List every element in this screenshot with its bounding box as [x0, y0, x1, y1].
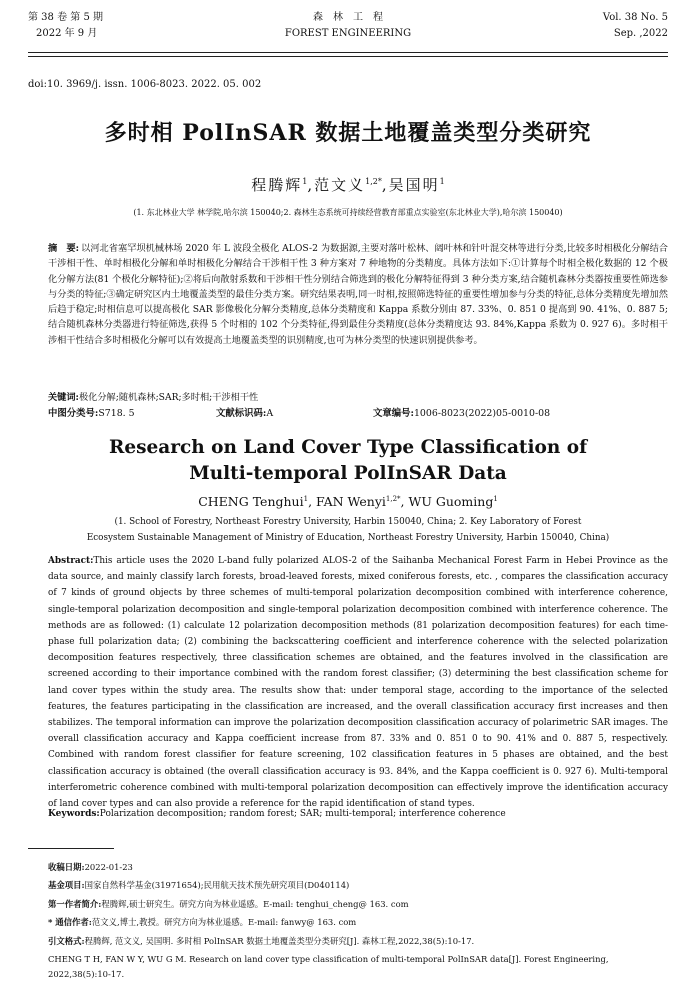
doc-code	[216, 405, 273, 419]
author-en-2-affil: 1,2*	[385, 494, 401, 503]
volume-en: Vol. 38 No. 5	[602, 12, 668, 23]
author-en-2: FAN Wenyi	[316, 494, 386, 509]
keywords-en	[48, 809, 506, 819]
affiliation-cn: (1. 东北林业大学 林学院,哈尔滨 150040;2. 森林生态系统可持续经营教育部重点实验室(东北林业大学),哈尔滨 150040)	[133, 208, 563, 217]
abstract-cn	[28, 241, 668, 348]
authors-en: CHENG Tenghui$^1$, FAN Wenyi$^{1,2*}$, WU Guoming$^1$	[198, 494, 498, 509]
received-date	[28, 858, 668, 876]
affiliation-en	[40, 514, 656, 546]
date-en: Sep. ,2022	[613, 28, 668, 39]
header-right	[603, 10, 668, 42]
citation-cn	[28, 932, 668, 950]
author-cn-3-affil: 1	[439, 177, 445, 186]
citation-en: CHENG T H, FAN W Y, WU G M. Research on land cover type classification of multi-temporal PolInSAR data[J]. Forest Engineering, 2022,38(5):10-17.	[48, 954, 609, 980]
author-cn-2: 范文义	[314, 176, 366, 194]
article-number-label: 文章编号:	[373, 408, 414, 419]
volume-cn: 第 38 卷 第 5 期	[28, 12, 103, 23]
fund-info	[28, 876, 668, 894]
clc-label: 中图分类号:	[48, 408, 99, 419]
title-en-line1: Research on Land Cover Type Classification of	[108, 437, 588, 458]
doi[interactable]: doi:10. 3969/j. issn. 1006-8023. 2022. 05. 002	[28, 79, 262, 90]
article-number-value: 1006-8023(2022)05-0010-08	[413, 408, 551, 419]
corresponding-label: * 通信作者:	[48, 917, 92, 928]
date-cn: 2022 年 9 月	[36, 28, 98, 39]
keywords-cn-label: 关键词:	[48, 392, 79, 403]
author-en-1-affil: 1	[303, 494, 309, 503]
author-cn-3: 吴国明	[388, 176, 440, 194]
affiliation-en-line2: Ecosystem Sustainable Management of Ministry of Education, Northeast Forestry University, Harbin 150040, China)	[86, 533, 610, 543]
corresponding-value: 范文义,博士,教授。研究方向为林业遥感。E-mail: fanwy@ 163. com	[91, 917, 357, 928]
journal-name-en: FOREST ENGINEERING	[284, 28, 412, 39]
keywords-en-label: Keywords:	[48, 809, 100, 819]
abstract-cn-label: 摘 要:	[48, 243, 80, 254]
citation-cn-value: 程腾辉, 范文义, 吴国明. 多时相 PolInSAR 数据土地覆盖类型分类研究[J]. 森林工程,2022,38(5):10-17.	[84, 935, 475, 946]
clc-number	[48, 405, 135, 419]
abstract-cn-text: 以河北省塞罕坝机械林场 2020 年 L 波段全极化 ALOS-2 为数据源,主要对落叶松林、阔叶林和针叶混交林等进行分类,比较多时相极化分解结合干涉相干性、单时相极化分解和单时相极化分解结合干涉相干性 3 种方案对 7 种地物的分类精度。具体方法如下:①计算每个时相全极化数据的 12 个极化分解方法(81 个极化分解特征);②将后向散射系数和干涉相干性分别结合筛选到的极化分解特征得到 3 种分类方案,结合随机森林分类器按重要性筛选参与分类的特征;③确定研究区内土地覆盖类型的最佳分类方案。研究结果表明,同一时相,按照筛选特征的重要性增加参与分类的特征,总体分类精度先增加然后趋于稳定;时相信息可以提高极化 SAR 影像极化分解分类精度,总体分类精度和 Kappa 系数分别由 87. 33%、0. 851 0 提高到 90. 41%、0. 887 5;结合随机森林分类器进行特征筛选,获得 5 个时相的 102 个分类特征,得到最佳分类精度(总体分类精度达 93. 84%,Kappa 系数为 0. 927 6)。多时相干涉相干性结合多时相极化分解可以有效提高土地覆盖类型的识别精度,也可为林分类型的快速识别提供参考。	[48, 243, 668, 346]
abstract-en-text: This article uses the 2020 L-band fully polarized ALOS-2 of the Saihanba Mechanical Forest Farm in Hebei Province as the data source, and mainly classify larch forests, broad-leaved forests, mixed coniferous forests, etc. , compares the classification accuracy of 7 kinds of ground objects by three schemes of multi-temporal polarization decomposition combined with interference coherence, single-temporal polarization decomposition and single-temporal polarization decomposition combined with interference coherence. The methods are as followed: (1) calculate 12 polarization decomposition methods (81 polarization decomposition features) for each time-phase full polarization data; (2) combining the backscattering coefficient and interference coherence with the selected polarization decomposition features respectively, three classification schemes are obtained, and the features involved in the classification are screened according to their importance combined with the random forest classifier; (3) determining the best classification scheme for land cover types within the study area. The results show that: under temporal stage, according to the importance of the selected features, the features participating in the classification are increased, and the overall classification accuracy first increases and then stabilizes. The temporal information can improve the polarization decomposition classification accuracy of polarimetric SAR images. The overall classification accuracy and Kappa coefficient increase from 87. 33% and 0. 851 0 to 90. 41% and 0. 887 5, respectively. Combined with random forest classifier for feature screening, 102 classification features in 5 phases are obtained, and the best classification accuracy is obtained (the overall classification accuracy is 93. 84%, and the Kappa coefficient is 0. 927 6). Multi-temporal interferometric coherence combined with multi-temporal polarization decomposition can effectively improve the identification accuracy of land cover types and can also provide a reference for the rapid identification of stand types.	[48, 556, 668, 810]
keywords-cn-text: 极化分解;随机森林;SAR;多时相;干涉相干性	[78, 392, 259, 403]
author-cn-1-affil: 1	[302, 177, 308, 186]
author-en-3-affil: 1	[493, 494, 498, 503]
title-en	[0, 435, 696, 487]
doc-code-label: 文献标识码:	[216, 408, 267, 419]
running-header	[28, 10, 668, 56]
first-author-label: 第一作者简介:	[48, 898, 102, 909]
title-en-line2: Multi-temporal PolInSAR Data	[189, 463, 507, 484]
keywords-cn	[48, 389, 258, 403]
abstract-en-label: Abstract:	[48, 556, 94, 566]
doc-code-value: A	[266, 408, 274, 419]
author-cn-1: 程腾辉	[251, 176, 303, 194]
header-rule-thick	[28, 52, 668, 53]
journal-name-cn: 森 林 工 程	[313, 12, 383, 23]
corresponding-author-info	[28, 913, 668, 931]
footnote-rule	[28, 848, 114, 849]
fund-label: 基金项目:	[48, 880, 85, 891]
citation-label: 引文格式:	[48, 935, 85, 946]
abstract-en	[28, 553, 668, 812]
classification-meta-cn	[48, 405, 668, 421]
first-author-info	[28, 895, 668, 913]
header-center	[28, 10, 668, 42]
title-cn: 多时相 PolInSAR 数据土地覆盖类型分类研究	[104, 120, 592, 146]
fund-value: 国家自然科学基金(31971654);民用航天技术预先研究项目(D040114)	[84, 880, 350, 891]
received-value: 2022-01-23	[84, 862, 133, 872]
header-rule-thin	[28, 56, 668, 57]
authors-cn: 程腾辉$^1$,范文义$^{1,2*}$,吴国明$^1$	[251, 176, 445, 194]
author-en-1: CHENG Tenghui	[198, 494, 304, 509]
affiliation-en-line1: (1. School of Forestry, Northeast Forestry University, Harbin 150040, China; 2. Key Laboratory of Forest	[114, 517, 582, 527]
author-en-3: WU Guoming	[408, 494, 494, 509]
received-label: 收稿日期:	[48, 862, 85, 872]
keywords-en-text: Polarization decomposition; random forest; SAR; multi-temporal; interference coherence	[99, 809, 506, 819]
first-author-value: 程腾辉,硕士研究生。研究方向为林业遥感。E-mail: tenghui_cheng@ 163. com	[101, 898, 409, 909]
clc-value: S718. 5	[98, 408, 135, 419]
author-cn-2-affil: 1,2*	[365, 177, 382, 186]
footnotes	[28, 858, 668, 982]
article-number	[373, 405, 550, 419]
